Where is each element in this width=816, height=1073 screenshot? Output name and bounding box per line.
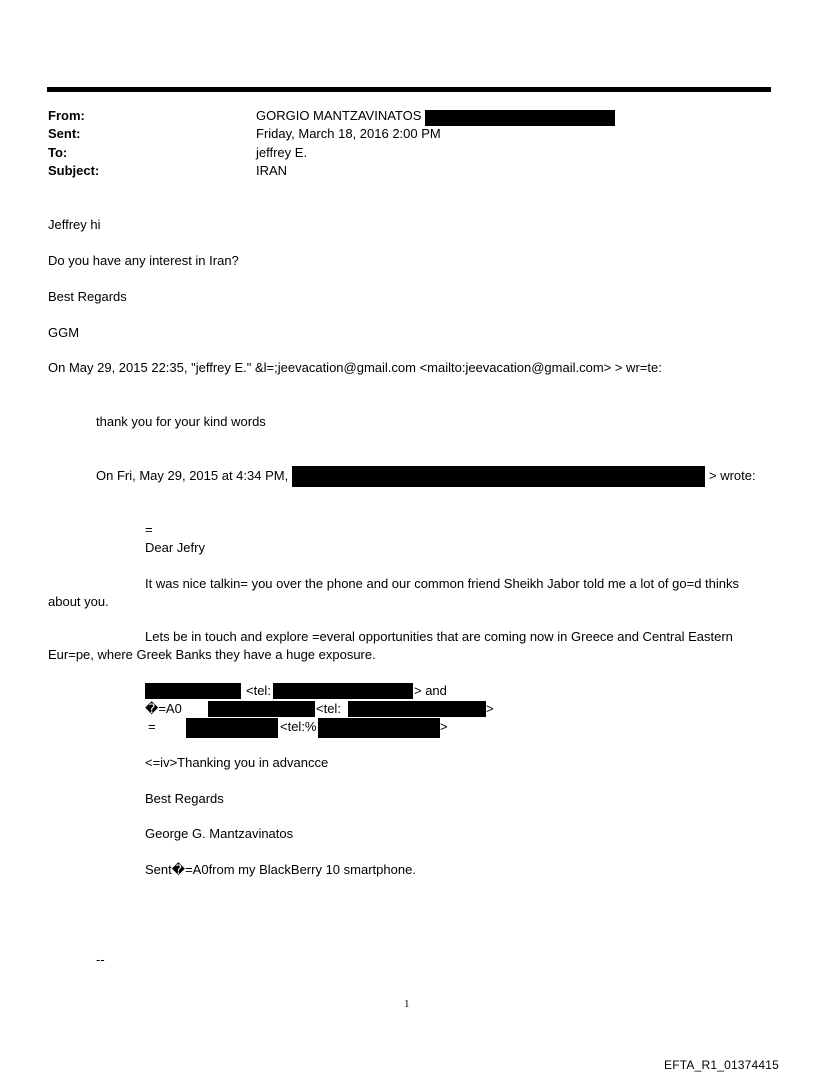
from-label: From: bbox=[48, 108, 85, 123]
redaction-phone-name-1 bbox=[145, 683, 241, 699]
redaction-phone-number-2 bbox=[348, 701, 486, 717]
paragraph-2-line-2: Eur=pe, where Greek Banks they have a huge exposure. bbox=[48, 647, 376, 662]
signature-dashes: -- bbox=[96, 952, 105, 967]
tel3-prefix: = bbox=[148, 719, 156, 734]
quote2-wrote: > wrote: bbox=[709, 468, 756, 483]
redaction-phone-number-3 bbox=[318, 718, 440, 738]
redaction-phone-name-2 bbox=[208, 701, 315, 717]
salutation: Dear Jefry bbox=[145, 540, 205, 555]
tel1-end: > and bbox=[414, 683, 447, 698]
sent-from-device: Sent�=A0from my BlackBerry 10 smartphone. bbox=[145, 862, 416, 877]
tel2-tag: <tel: bbox=[316, 701, 341, 716]
sent-label: Sent: bbox=[48, 126, 81, 141]
to-value: jeffrey E. bbox=[256, 145, 308, 160]
tel3-tag: <tel:% bbox=[280, 719, 317, 734]
to-label: To: bbox=[48, 145, 68, 160]
page-number: 1 bbox=[404, 998, 410, 1010]
tel2-end: > bbox=[486, 701, 494, 716]
redaction-phone-number-1 bbox=[273, 683, 413, 699]
sent-value: Friday, March 18, 2016 2:00 PM bbox=[256, 126, 441, 141]
redaction-sender bbox=[292, 466, 705, 487]
paragraph-2-line-1: Lets be in touch and explore =everal opportunities that are coming now in Greece and Central Eastern bbox=[145, 629, 733, 644]
signature: GGM bbox=[48, 325, 80, 340]
quote2-intro: On Fri, May 29, 2015 at 4:34 PM, bbox=[96, 468, 289, 483]
full-name: George G. Mantzavinatos bbox=[145, 826, 294, 841]
paragraph-1-line-2: about you. bbox=[48, 594, 109, 609]
reply-text: thank you for your kind words bbox=[96, 414, 266, 429]
tel1-tag: <tel: bbox=[246, 683, 271, 698]
document-id: EFTA_R1_01374415 bbox=[664, 1058, 780, 1072]
question: Do you have any interest in Iran? bbox=[48, 253, 239, 268]
quote-intro: On May 29, 2015 22:35, "jeffrey E." &l=;jeevacation@gmail.com <mailto:jeevacation@gmail.com> > wr=te: bbox=[48, 360, 662, 375]
paragraph-1-line-1: It was nice talkin= you over the phone and our common friend Sheikh Jabor told me a lot of go=d thinks bbox=[145, 576, 740, 591]
header-rule bbox=[47, 87, 771, 92]
best-regards-2: Best Regards bbox=[145, 791, 224, 806]
best-regards: Best Regards bbox=[48, 289, 127, 304]
redaction-phone-name-3 bbox=[186, 718, 278, 738]
equals-line: = bbox=[145, 522, 153, 537]
redaction-from-email bbox=[425, 110, 615, 126]
tel3-end: > bbox=[440, 719, 448, 734]
thanking-line: <=iv>Thanking you in advancce bbox=[145, 755, 329, 770]
subject-label: Subject: bbox=[48, 163, 100, 178]
subject-value: IRAN bbox=[256, 163, 288, 178]
greeting: Jeffrey hi bbox=[48, 217, 101, 232]
from-value: GORGIO MANTZAVINATOS bbox=[256, 108, 422, 123]
tel2-prefix: �=A0 bbox=[145, 701, 182, 716]
